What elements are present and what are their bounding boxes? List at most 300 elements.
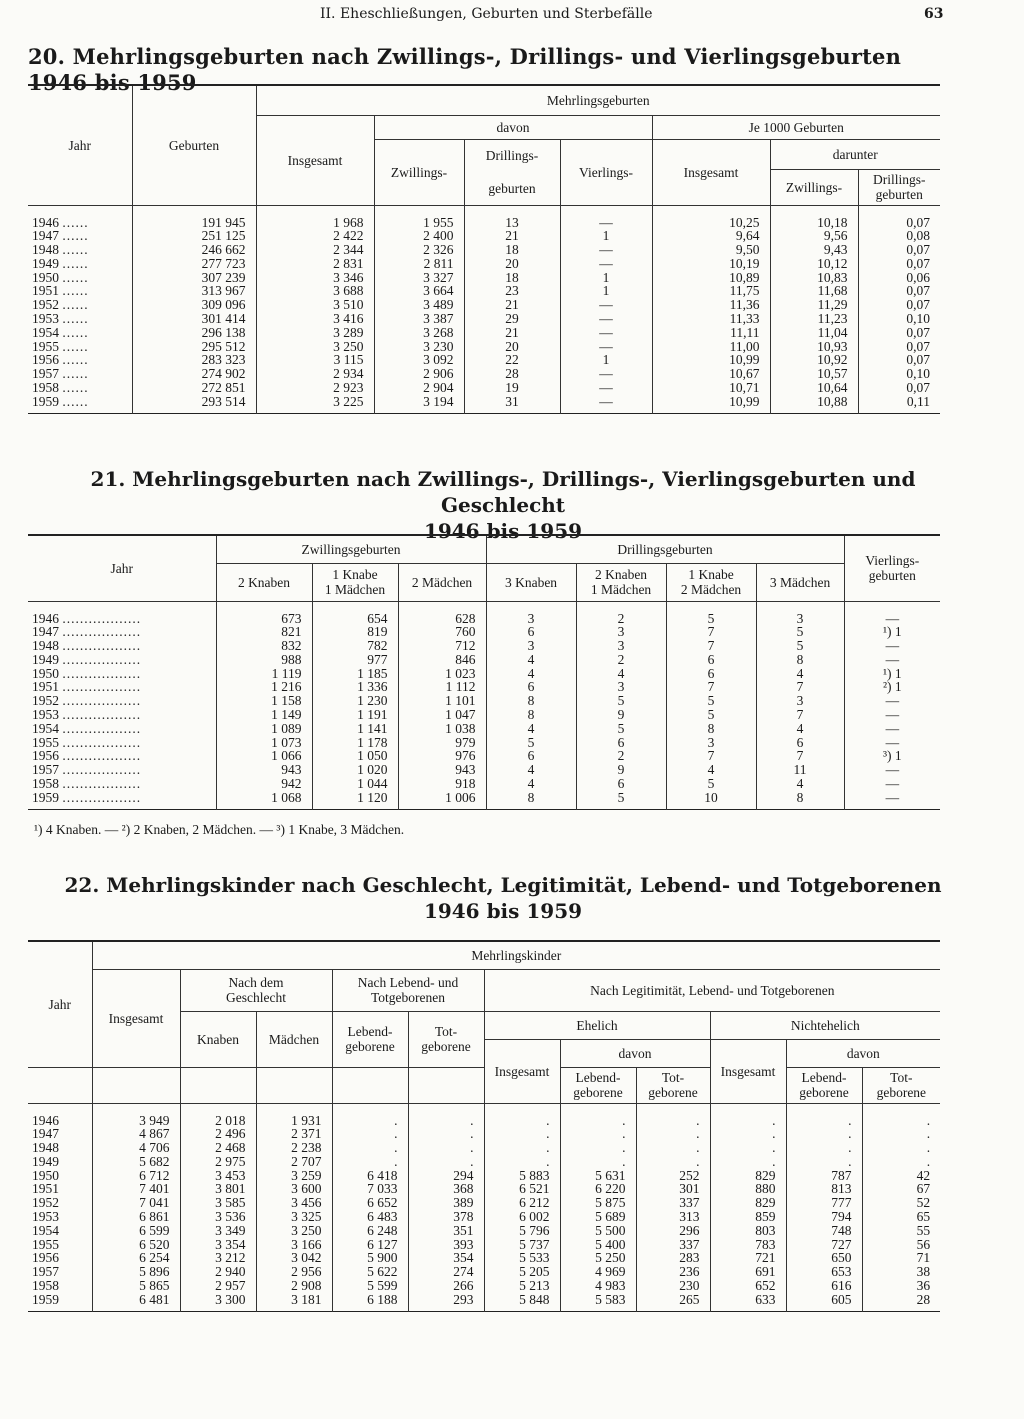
cell-knaben: 3 801 [180, 1182, 256, 1196]
table-row [28, 736, 940, 750]
table-22 [28, 940, 940, 1312]
cell-maedchen: 2 238 [256, 1141, 332, 1155]
cell-nichtehelich-lebend: . [786, 1155, 862, 1169]
cell-jahr: 1958 [32, 1278, 59, 1294]
cell-drillings: 19 [464, 381, 560, 395]
cell-nichtehelich-insgesamt: . [710, 1141, 786, 1155]
cell-geburten: 251 125 [132, 229, 256, 243]
cell-nichtehelich-insgesamt: 803 [710, 1224, 786, 1238]
col-je-zwillings: Zwillings- [770, 169, 858, 205]
cell-dr-3maedchen: 4 [756, 722, 844, 736]
cell-zw-2knaben: 1 066 [216, 749, 312, 763]
cell-nichtehelich-insgesamt: 880 [710, 1182, 786, 1196]
cell-dr-1k2m: 8 [666, 722, 756, 736]
cell-insgesamt: 4 706 [92, 1141, 180, 1155]
cell-zw-1k1m: 1 178 [312, 736, 398, 750]
cell-ehelich-tot: . [636, 1103, 710, 1127]
cell-insgesamt: 3 289 [256, 326, 374, 340]
col-nichtehelich-tot [862, 1067, 940, 1103]
cell-jahr: 1953 [32, 1209, 59, 1225]
cell-dr-2k1m: 9 [576, 763, 666, 777]
table-row [28, 722, 940, 736]
cell-ehelich-insgesamt: . [484, 1127, 560, 1141]
cell-knaben: 3 212 [180, 1251, 256, 1265]
cell-jahr [28, 229, 132, 243]
cell-jahr: 1946 [32, 1112, 59, 1128]
chapter-title: II. Eheschließungen, Geburten und Sterbefälle [320, 6, 653, 22]
col-ehelich-lebend-line1: Lebend- [575, 1070, 621, 1085]
cell-jahr [28, 367, 132, 381]
cell-zwillings: 2 326 [374, 243, 464, 257]
col-vierlingsgeburten-line1: Vierlings- [865, 553, 920, 569]
col-je-drillings-line1: Drillings- [873, 172, 926, 187]
cell-maedchen: 3 166 [256, 1238, 332, 1252]
cell-insgesamt: 3 115 [256, 353, 374, 367]
dot-leader: .................. [62, 707, 142, 723]
col-zw-1k1m-line1: 1 Knabe [332, 567, 378, 582]
cell-ehelich-lebend: 5 689 [560, 1210, 636, 1224]
cell-lebendgeborene: . [332, 1141, 408, 1155]
col-lebendgeborene [332, 1011, 408, 1067]
cell-totgeborene: 266 [408, 1279, 484, 1293]
running-head [0, 6, 1024, 28]
cell-je-zwillings: 10,92 [770, 353, 858, 367]
col-nichtehelich-lebend-line1: Lebend- [801, 1070, 847, 1085]
cell-je-drillings: 0,07 [858, 243, 940, 257]
year-label: 1951 [32, 283, 59, 299]
cell-vierlings: — [560, 257, 652, 271]
col-ehelich-tot-line1: Tot- [661, 1070, 685, 1085]
col-zw-1k1m [312, 563, 398, 601]
table-row [28, 367, 940, 381]
cell-dr-3maedchen: 7 [756, 680, 844, 694]
cell-maedchen: 3 456 [256, 1196, 332, 1210]
cell-zw-1k1m: 782 [312, 639, 398, 653]
cell-zwillings: 2 400 [374, 229, 464, 243]
cell-zw-2knaben: 988 [216, 653, 312, 667]
col-jahr: Jahr [28, 535, 216, 601]
cell-nichtehelich-tot: . [862, 1141, 940, 1155]
cell-zw-2knaben: 1 073 [216, 736, 312, 750]
year-label: 1949 [32, 651, 59, 667]
cell-dr-3maedchen: 4 [756, 667, 844, 681]
cell-insgesamt: 7 401 [92, 1182, 180, 1196]
dot-leader: .................. [62, 734, 142, 750]
col-zwillingsgeburten: Zwillingsgeburten [216, 535, 486, 563]
cell-dr-1k2m: 5 [666, 601, 756, 625]
col-nach-geschlecht-line1: Nach dem [228, 975, 284, 990]
cell-jahr [28, 395, 132, 413]
col-spacer-4 [256, 1067, 332, 1103]
cell-zw-1k1m: 1 141 [312, 722, 398, 736]
cell-jahr [28, 601, 216, 625]
cell-maedchen: 3 600 [256, 1182, 332, 1196]
cell-je-drillings: 0,08 [858, 229, 940, 243]
cell-nichtehelich-tot: 52 [862, 1196, 940, 1210]
table-22-title [28, 872, 978, 924]
cell-ehelich-tot: 252 [636, 1169, 710, 1183]
year-label: 1952 [32, 693, 59, 709]
cell-insgesamt: 3 225 [256, 395, 374, 413]
cell-geburten: 293 514 [132, 395, 256, 413]
cell-dr-2k1m: 2 [576, 653, 666, 667]
cell-maedchen: 2 908 [256, 1279, 332, 1293]
cell-insgesamt: 3 250 [256, 340, 374, 354]
cell-insgesamt: 6 520 [92, 1238, 180, 1252]
cell-vierlinge: — [844, 639, 940, 653]
cell-insgesamt: 3 346 [256, 271, 374, 285]
cell-zw-1k1m: 654 [312, 601, 398, 625]
cell-vierlinge: ²) 1 [844, 680, 940, 694]
table-row [28, 205, 940, 229]
cell-maedchen: 3 259 [256, 1169, 332, 1183]
cell-geburten: 272 851 [132, 381, 256, 395]
cell-insgesamt: 5 865 [92, 1279, 180, 1293]
cell-zw-1k1m: 1 020 [312, 763, 398, 777]
table-row [28, 1210, 940, 1224]
col-vierlingsgeburten-line2: geburten [868, 568, 916, 584]
cell-ehelich-lebend: 4 983 [560, 1279, 636, 1293]
cell-geburten: 296 138 [132, 326, 256, 340]
cell-zw-2maedchen: 1 023 [398, 667, 486, 681]
cell-jahr [28, 708, 216, 722]
col-nach-geschlecht-line2: Geschlecht [226, 990, 286, 1005]
dot-leader: ...... [62, 297, 89, 313]
cell-nichtehelich-tot: . [862, 1155, 940, 1169]
table-row [28, 1141, 940, 1155]
cell-zw-1k1m: 1 336 [312, 680, 398, 694]
table-row [28, 1238, 940, 1252]
cell-lebendgeborene: 5 622 [332, 1265, 408, 1279]
col-dr-1k2m-line2: 2 Mädchen [680, 582, 742, 597]
year-label: 1957 [32, 762, 59, 778]
dot-leader: ...... [62, 255, 89, 271]
table-row [28, 395, 940, 413]
col-ehelich-tot-line2: geborene [648, 1085, 698, 1100]
cell-lebendgeborene: 7 033 [332, 1182, 408, 1196]
cell-zw-2knaben: 832 [216, 639, 312, 653]
cell-je-zwillings: 11,23 [770, 312, 858, 326]
table-row [28, 749, 940, 763]
cell-dr-3knaben: 6 [486, 680, 576, 694]
cell-ehelich-tot: 337 [636, 1238, 710, 1252]
cell-dr-3maedchen: 11 [756, 763, 844, 777]
cell-ehelich-lebend: 5 631 [560, 1169, 636, 1183]
cell-zwillings: 2 906 [374, 367, 464, 381]
cell-vierlinge: — [844, 736, 940, 750]
cell-je-insgesamt: 11,36 [652, 298, 770, 312]
table-row [28, 1279, 940, 1293]
cell-jahr [28, 791, 216, 809]
col-spacer-6 [408, 1067, 484, 1103]
col-dr-2k1m-line1: 2 Knaben [594, 567, 648, 582]
cell-ehelich-lebend: . [560, 1141, 636, 1155]
cell-zw-1k1m: 1 044 [312, 777, 398, 791]
cell-zw-2maedchen: 1 047 [398, 708, 486, 722]
cell-ehelich-tot: 236 [636, 1265, 710, 1279]
cell-nichtehelich-insgesamt: 691 [710, 1265, 786, 1279]
cell-vierlinge: — [844, 791, 940, 809]
cell-ehelich-insgesamt: . [484, 1103, 560, 1127]
cell-zw-2maedchen: 1 101 [398, 694, 486, 708]
cell-je-insgesamt: 10,99 [652, 353, 770, 367]
cell-nichtehelich-lebend: 616 [786, 1279, 862, 1293]
cell-dr-2k1m: 5 [576, 722, 666, 736]
cell-dr-1k2m: 6 [666, 667, 756, 681]
cell-dr-1k2m: 10 [666, 791, 756, 809]
cell-insgesamt: 6 712 [92, 1169, 180, 1183]
cell-ehelich-tot: 230 [636, 1279, 710, 1293]
col-zw-2maedchen: 2 Mädchen [398, 563, 486, 601]
cell-insgesamt: 5 682 [92, 1155, 180, 1169]
dot-leader: .................. [62, 679, 142, 695]
cell-dr-1k2m: 7 [666, 749, 756, 763]
table-row [28, 353, 940, 367]
cell-jahr: 1955 [32, 1236, 59, 1252]
cell-ehelich-lebend: . [560, 1127, 636, 1141]
col-dr-2k1m [576, 563, 666, 601]
year-label: 1947 [32, 228, 59, 244]
cell-ehelich-insgesamt: 5 737 [484, 1238, 560, 1252]
cell-vierlings: 1 [560, 353, 652, 367]
table-20-body [28, 205, 940, 413]
cell-lebendgeborene: . [332, 1155, 408, 1169]
cell-lebendgeborene: 5 599 [332, 1279, 408, 1293]
cell-vierlinge: ¹) 1 [844, 667, 940, 681]
cell-dr-3knaben: 3 [486, 639, 576, 653]
cell-zwillings: 3 664 [374, 284, 464, 298]
cell-zw-2maedchen: 979 [398, 736, 486, 750]
col-ehelich-tot [636, 1067, 710, 1103]
cell-dr-2k1m: 5 [576, 694, 666, 708]
cell-jahr: 1954 [32, 1222, 59, 1238]
cell-drillings: 21 [464, 326, 560, 340]
cell-je-insgesamt: 10,99 [652, 395, 770, 413]
cell-je-drillings: 0,07 [858, 298, 940, 312]
table-row [28, 639, 940, 653]
cell-knaben: 2 496 [180, 1127, 256, 1141]
table-row [28, 229, 940, 243]
cell-insgesamt: 6 254 [92, 1251, 180, 1265]
year-label: 1950 [32, 665, 59, 681]
year-label: 1959 [32, 789, 59, 805]
cell-nichtehelich-insgesamt: . [710, 1103, 786, 1127]
table-22-title-line1: 22. Mehrlingskinder nach Geschlecht, Legitimität, Lebend- und Totgeborenen [64, 873, 942, 897]
col-nichtehelich-lebend-line2: geborene [799, 1085, 849, 1100]
cell-ehelich-lebend: 5 583 [560, 1293, 636, 1311]
cell-knaben: 3 349 [180, 1224, 256, 1238]
cell-insgesamt: 6 599 [92, 1224, 180, 1238]
cell-maedchen: 2 956 [256, 1265, 332, 1279]
cell-je-drillings: 0,07 [858, 340, 940, 354]
col-totgeborene-line1: Tot- [434, 1024, 458, 1039]
cell-je-drillings: 0,07 [858, 353, 940, 367]
col-je-drillings [858, 169, 940, 205]
cell-vierlings: — [560, 205, 652, 229]
cell-zw-2maedchen: 976 [398, 749, 486, 763]
cell-je-drillings: 0,10 [858, 367, 940, 381]
cell-dr-3knaben: 4 [486, 722, 576, 736]
year-label: 1957 [32, 366, 59, 382]
table-21 [28, 534, 940, 810]
cell-dr-2k1m: 2 [576, 601, 666, 625]
cell-drillings: 23 [464, 284, 560, 298]
cell-jahr [28, 298, 132, 312]
cell-geburten: 295 512 [132, 340, 256, 354]
table-row [28, 777, 940, 791]
cell-knaben: 3 300 [180, 1293, 256, 1311]
cell-maedchen: 3 042 [256, 1251, 332, 1265]
cell-drillings: 20 [464, 340, 560, 354]
cell-nichtehelich-insgesamt: . [710, 1155, 786, 1169]
year-label: 1946 [32, 610, 59, 626]
cell-zw-2maedchen: 628 [398, 601, 486, 625]
table-row [28, 1127, 940, 1141]
cell-zw-2maedchen: 943 [398, 763, 486, 777]
dot-leader: .................. [62, 762, 142, 778]
cell-vierlings: — [560, 312, 652, 326]
cell-knaben: 2 018 [180, 1103, 256, 1127]
col-totgeborene-line2: geborene [421, 1039, 471, 1054]
cell-ehelich-lebend: 5 400 [560, 1238, 636, 1252]
col-drillings-line2: geburten [488, 181, 536, 196]
cell-zw-2maedchen: 712 [398, 639, 486, 653]
cell-totgeborene: 393 [408, 1238, 484, 1252]
cell-dr-1k2m: 5 [666, 708, 756, 722]
cell-ehelich-lebend: 5 250 [560, 1251, 636, 1265]
col-spacer-5 [332, 1067, 408, 1103]
table-row [28, 680, 940, 694]
year-label: 1953 [32, 707, 59, 723]
year-label: 1947 [32, 624, 59, 640]
cell-dr-3maedchen: 7 [756, 749, 844, 763]
cell-ehelich-lebend: 5 875 [560, 1196, 636, 1210]
table-row [28, 625, 940, 639]
cell-vierlings: 1 [560, 229, 652, 243]
dot-leader: .................. [62, 665, 142, 681]
cell-zwillings: 3 268 [374, 326, 464, 340]
cell-vierlings: — [560, 367, 652, 381]
cell-nichtehelich-lebend: 794 [786, 1210, 862, 1224]
cell-zw-2knaben: 1 119 [216, 667, 312, 681]
dot-leader: ...... [62, 242, 89, 258]
cell-ehelich-lebend: . [560, 1155, 636, 1169]
cell-jahr [28, 653, 216, 667]
cell-dr-3knaben: 4 [486, 763, 576, 777]
cell-je-drillings: 0,10 [858, 312, 940, 326]
cell-je-insgesamt: 11,00 [652, 340, 770, 354]
dot-leader: .................. [62, 776, 142, 792]
cell-nichtehelich-lebend: 748 [786, 1224, 862, 1238]
cell-nichtehelich-lebend: 777 [786, 1196, 862, 1210]
table-row [28, 257, 940, 271]
cell-ehelich-tot: 313 [636, 1210, 710, 1224]
cell-dr-2k1m: 9 [576, 708, 666, 722]
year-label: 1950 [32, 269, 59, 285]
table-row [28, 653, 940, 667]
cell-zw-2maedchen: 846 [398, 653, 486, 667]
cell-dr-3knaben: 6 [486, 625, 576, 639]
table-row [28, 284, 940, 298]
cell-dr-1k2m: 6 [666, 653, 756, 667]
cell-dr-3knaben: 6 [486, 749, 576, 763]
cell-dr-1k2m: 7 [666, 680, 756, 694]
cell-je-zwillings: 10,57 [770, 367, 858, 381]
cell-dr-2k1m: 3 [576, 680, 666, 694]
cell-vierlings: 1 [560, 284, 652, 298]
table-row [28, 298, 940, 312]
cell-drillings: 21 [464, 229, 560, 243]
table-row [28, 1169, 940, 1183]
cell-totgeborene: . [408, 1141, 484, 1155]
cell-ehelich-insgesamt: 6 002 [484, 1210, 560, 1224]
cell-dr-3maedchen: 3 [756, 694, 844, 708]
cell-dr-3maedchen: 4 [756, 777, 844, 791]
dot-leader: .................. [62, 789, 142, 805]
table-row [28, 791, 940, 809]
cell-vierlinge: — [844, 653, 940, 667]
cell-nichtehelich-insgesamt: 721 [710, 1251, 786, 1265]
cell-nichtehelich-tot: 28 [862, 1293, 940, 1311]
cell-dr-1k2m: 7 [666, 625, 756, 639]
year-label: 1954 [32, 720, 59, 736]
year-label: 1958 [32, 380, 59, 396]
cell-je-drillings: 0,11 [858, 395, 940, 413]
cell-dr-3maedchen: 8 [756, 653, 844, 667]
cell-dr-3knaben: 4 [486, 667, 576, 681]
cell-jahr [28, 763, 216, 777]
cell-vierlings: — [560, 326, 652, 340]
cell-nichtehelich-tot: 36 [862, 1279, 940, 1293]
cell-drillings: 29 [464, 312, 560, 326]
cell-jahr [28, 722, 216, 736]
cell-dr-3maedchen: 3 [756, 601, 844, 625]
cell-zw-1k1m: 977 [312, 653, 398, 667]
table-21-title-line1: 21. Mehrlingsgeburten nach Zwillings-, Drillings-, Vierlingsgeburten und Geschlecht [90, 467, 916, 517]
dot-leader: .................. [62, 693, 142, 709]
col-geburten: Geburten [132, 85, 256, 205]
col-nichtehelich-insgesamt: Insgesamt [710, 1039, 786, 1103]
cell-dr-1k2m: 3 [666, 736, 756, 750]
cell-je-insgesamt: 10,19 [652, 257, 770, 271]
col-drillings-line1: Drillings- [485, 148, 539, 163]
cell-nichtehelich-lebend: 653 [786, 1265, 862, 1279]
cell-nichtehelich-tot: 42 [862, 1169, 940, 1183]
cell-je-zwillings: 11,29 [770, 298, 858, 312]
cell-jahr: 1950 [32, 1167, 59, 1183]
cell-jahr [28, 736, 216, 750]
cell-drillings: 21 [464, 298, 560, 312]
cell-geburten: 309 096 [132, 298, 256, 312]
cell-drillings: 31 [464, 395, 560, 413]
dot-leader: ...... [62, 324, 89, 340]
cell-vierlinge: — [844, 777, 940, 791]
cell-dr-3knaben: 5 [486, 736, 576, 750]
cell-je-zwillings: 11,04 [770, 326, 858, 340]
cell-totgeborene: 274 [408, 1265, 484, 1279]
cell-nichtehelich-lebend: . [786, 1127, 862, 1141]
cell-ehelich-tot: 296 [636, 1224, 710, 1238]
col-zw-1k1m-line2: 1 Mädchen [324, 582, 386, 597]
col-dr-2k1m-line2: 1 Mädchen [590, 582, 652, 597]
cell-dr-3maedchen: 8 [756, 791, 844, 809]
col-insgesamt: Insgesamt [256, 115, 374, 205]
dot-leader: .................. [62, 748, 142, 764]
cell-nichtehelich-lebend: 813 [786, 1182, 862, 1196]
cell-lebendgeborene: 6 188 [332, 1293, 408, 1311]
col-lebendgeborene-line2: geborene [345, 1039, 395, 1054]
cell-knaben: 2 468 [180, 1141, 256, 1155]
